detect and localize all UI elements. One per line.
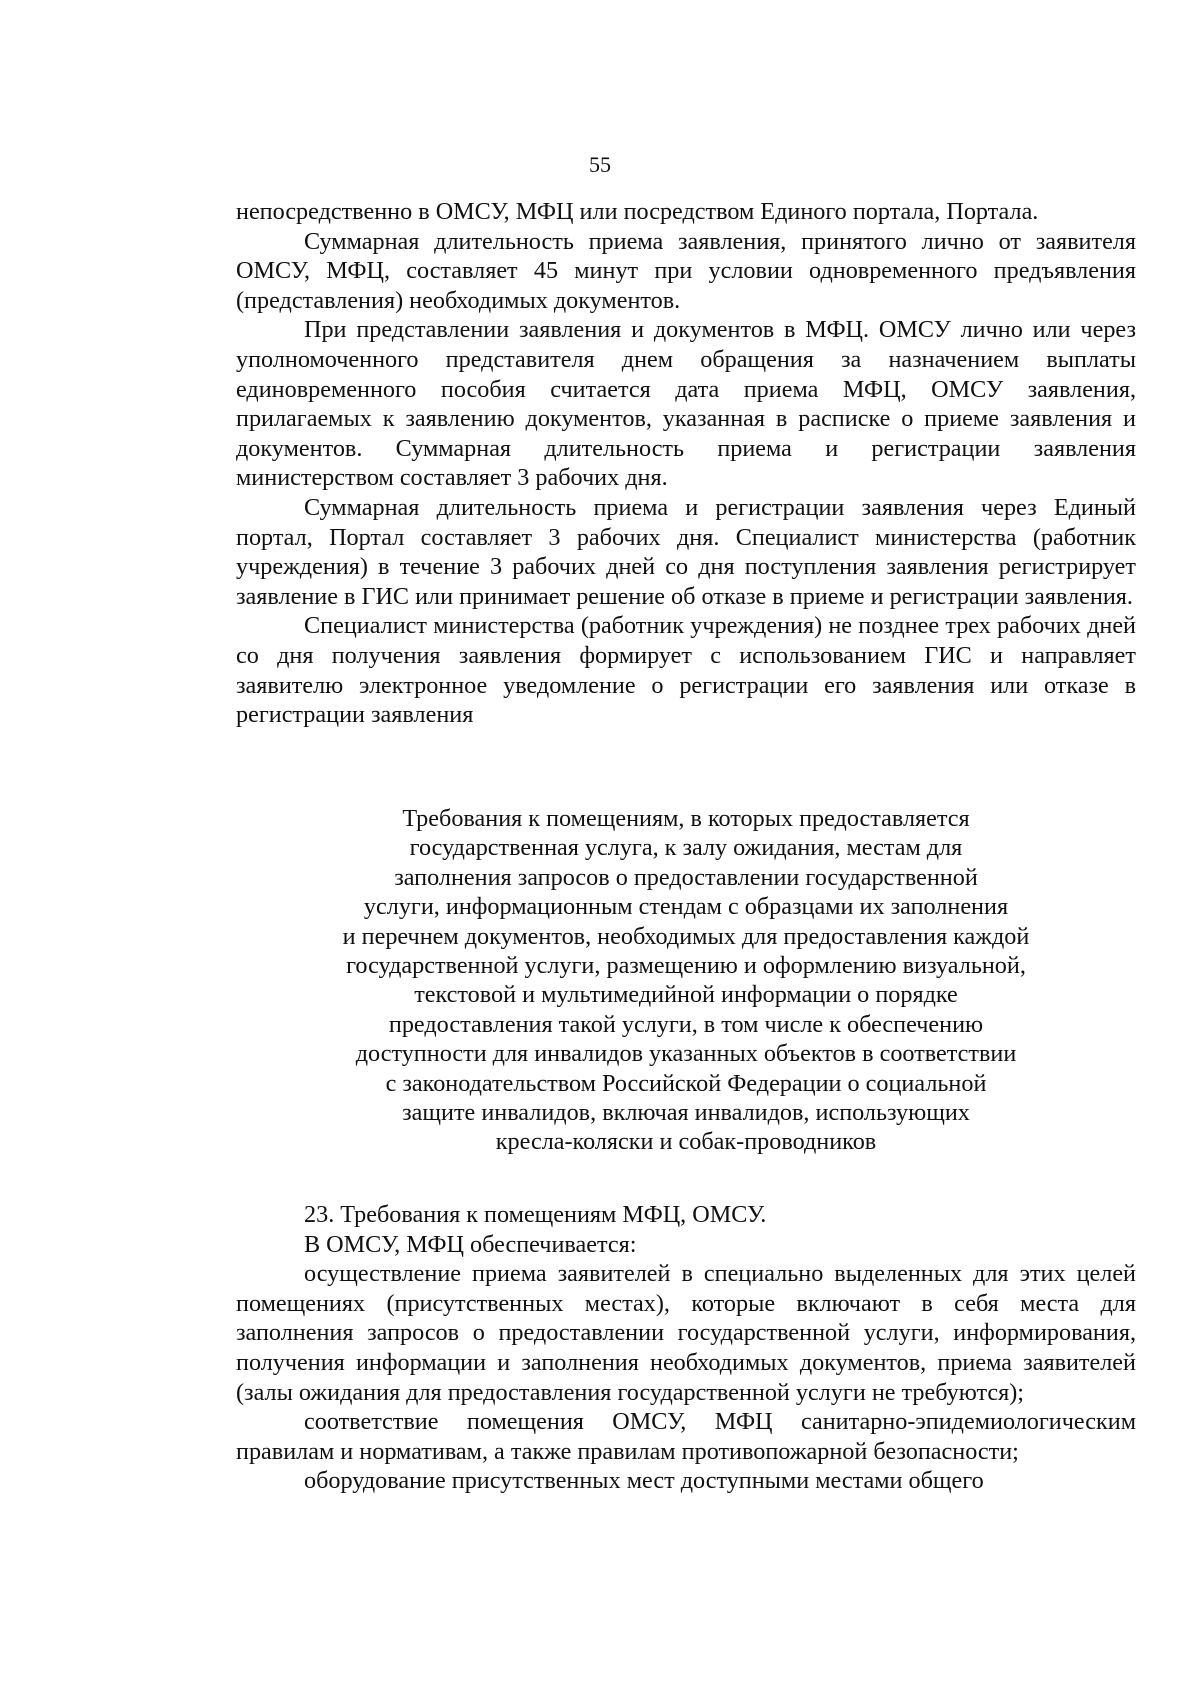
heading-line: предоставления такой услуги, в том числе к обеспечению [388,1010,984,1038]
heading-line: заполнения запросов о предоставлении государственной [394,863,978,891]
heading-line: с законодательством Российской Федерации о социальной [385,1069,987,1097]
paragraph: Специалист министерства (работник учреждения) не позднее трех рабочих дней со дня получения заявления формирует с использованием ГИС и направляет заявителю электронное уведомление о регистрации его заявления или отказе в регистрации заявления [236,612,1136,729]
paragraph: соответствие помещения ОМСУ, МФЦ санитарно-эпидемиологическим правилам и нормативам, а также правилам противопожарной безопасности; [236,1408,1136,1465]
paragraph: В ОМСУ, МФЦ обеспечивается: [304,1230,637,1258]
heading-line: и перечнем документов, необходимых для предоставления каждой [342,922,1030,950]
paragraph: осуществление приема заявителей в специально выделенных для этих целей помещениях (присутственных местах), которые включают в себя места для заполнения запросов о предоставлении государственной услуги, информирования, получения информации и заполнения необходимых документов, приема заявителей (залы ожидания для предоставления государственной услуги не требуются); [236,1260,1136,1406]
heading-line: кресла-коляски и собак-проводников [495,1128,877,1156]
paragraph: непосредственно в ОМСУ, МФЦ или посредством Единого портала, Портала. [236,198,1039,225]
page-number: 55 [589,152,611,177]
heading-line: Требования к помещениям, в которых предоставляется [402,805,970,832]
heading-line: государственной услуги, размещению и оформлению визуальной, [346,952,1026,980]
section-title: 23. Требования к помещениям МФЦ, ОМСУ. [304,1201,767,1228]
body-text-top [236,197,1136,730]
paragraph: оборудование присутственных мест доступными местами общего [304,1467,984,1495]
heading-line: защите инвалидов, включая инвалидов, использующих [402,1099,970,1127]
heading-line: текстовой и мультимедийной информации о порядке [414,981,958,1009]
paragraph: Суммарная длительность приема заявления, принятого лично от заявителя ОМСУ, МФЦ, составляет 45 минут при условии одновременного предъявления (представления) необходимых документов. [236,227,1136,314]
heading-line: государственная услуга, к залу ожидания, местам для [409,834,963,862]
heading-line: услуги, информационным стендам с образцами их заполнения [363,893,1009,921]
section-heading [236,804,1136,1157]
paragraph: При представлении заявления и документов в МФЦ. ОМСУ лично или через уполномоченного представителя днем обращения за назначением выплаты единовременного пособия считается дата приема МФЦ, ОМСУ заявления, прилагаемых к заявлению документов, указанная в расписке о приеме заявления и документов. Суммарная длительность приема и регистрации заявления министерством составляет 3 рабочих дня. [236,316,1136,492]
heading-line: доступности для инвалидов указанных объектов в соответствии [355,1040,1017,1068]
paragraph: Суммарная длительность приема и регистрации заявления через Единый портал, Портал составляет 3 рабочих дня. Специалист министерства (работник учреждения) в течение 3 рабочих дней со дня поступления заявления регистрирует заявление в ГИС или принимает решение об отказе в приеме и регистрации заявления. [236,493,1136,610]
body-text-bottom [236,1200,1136,1496]
